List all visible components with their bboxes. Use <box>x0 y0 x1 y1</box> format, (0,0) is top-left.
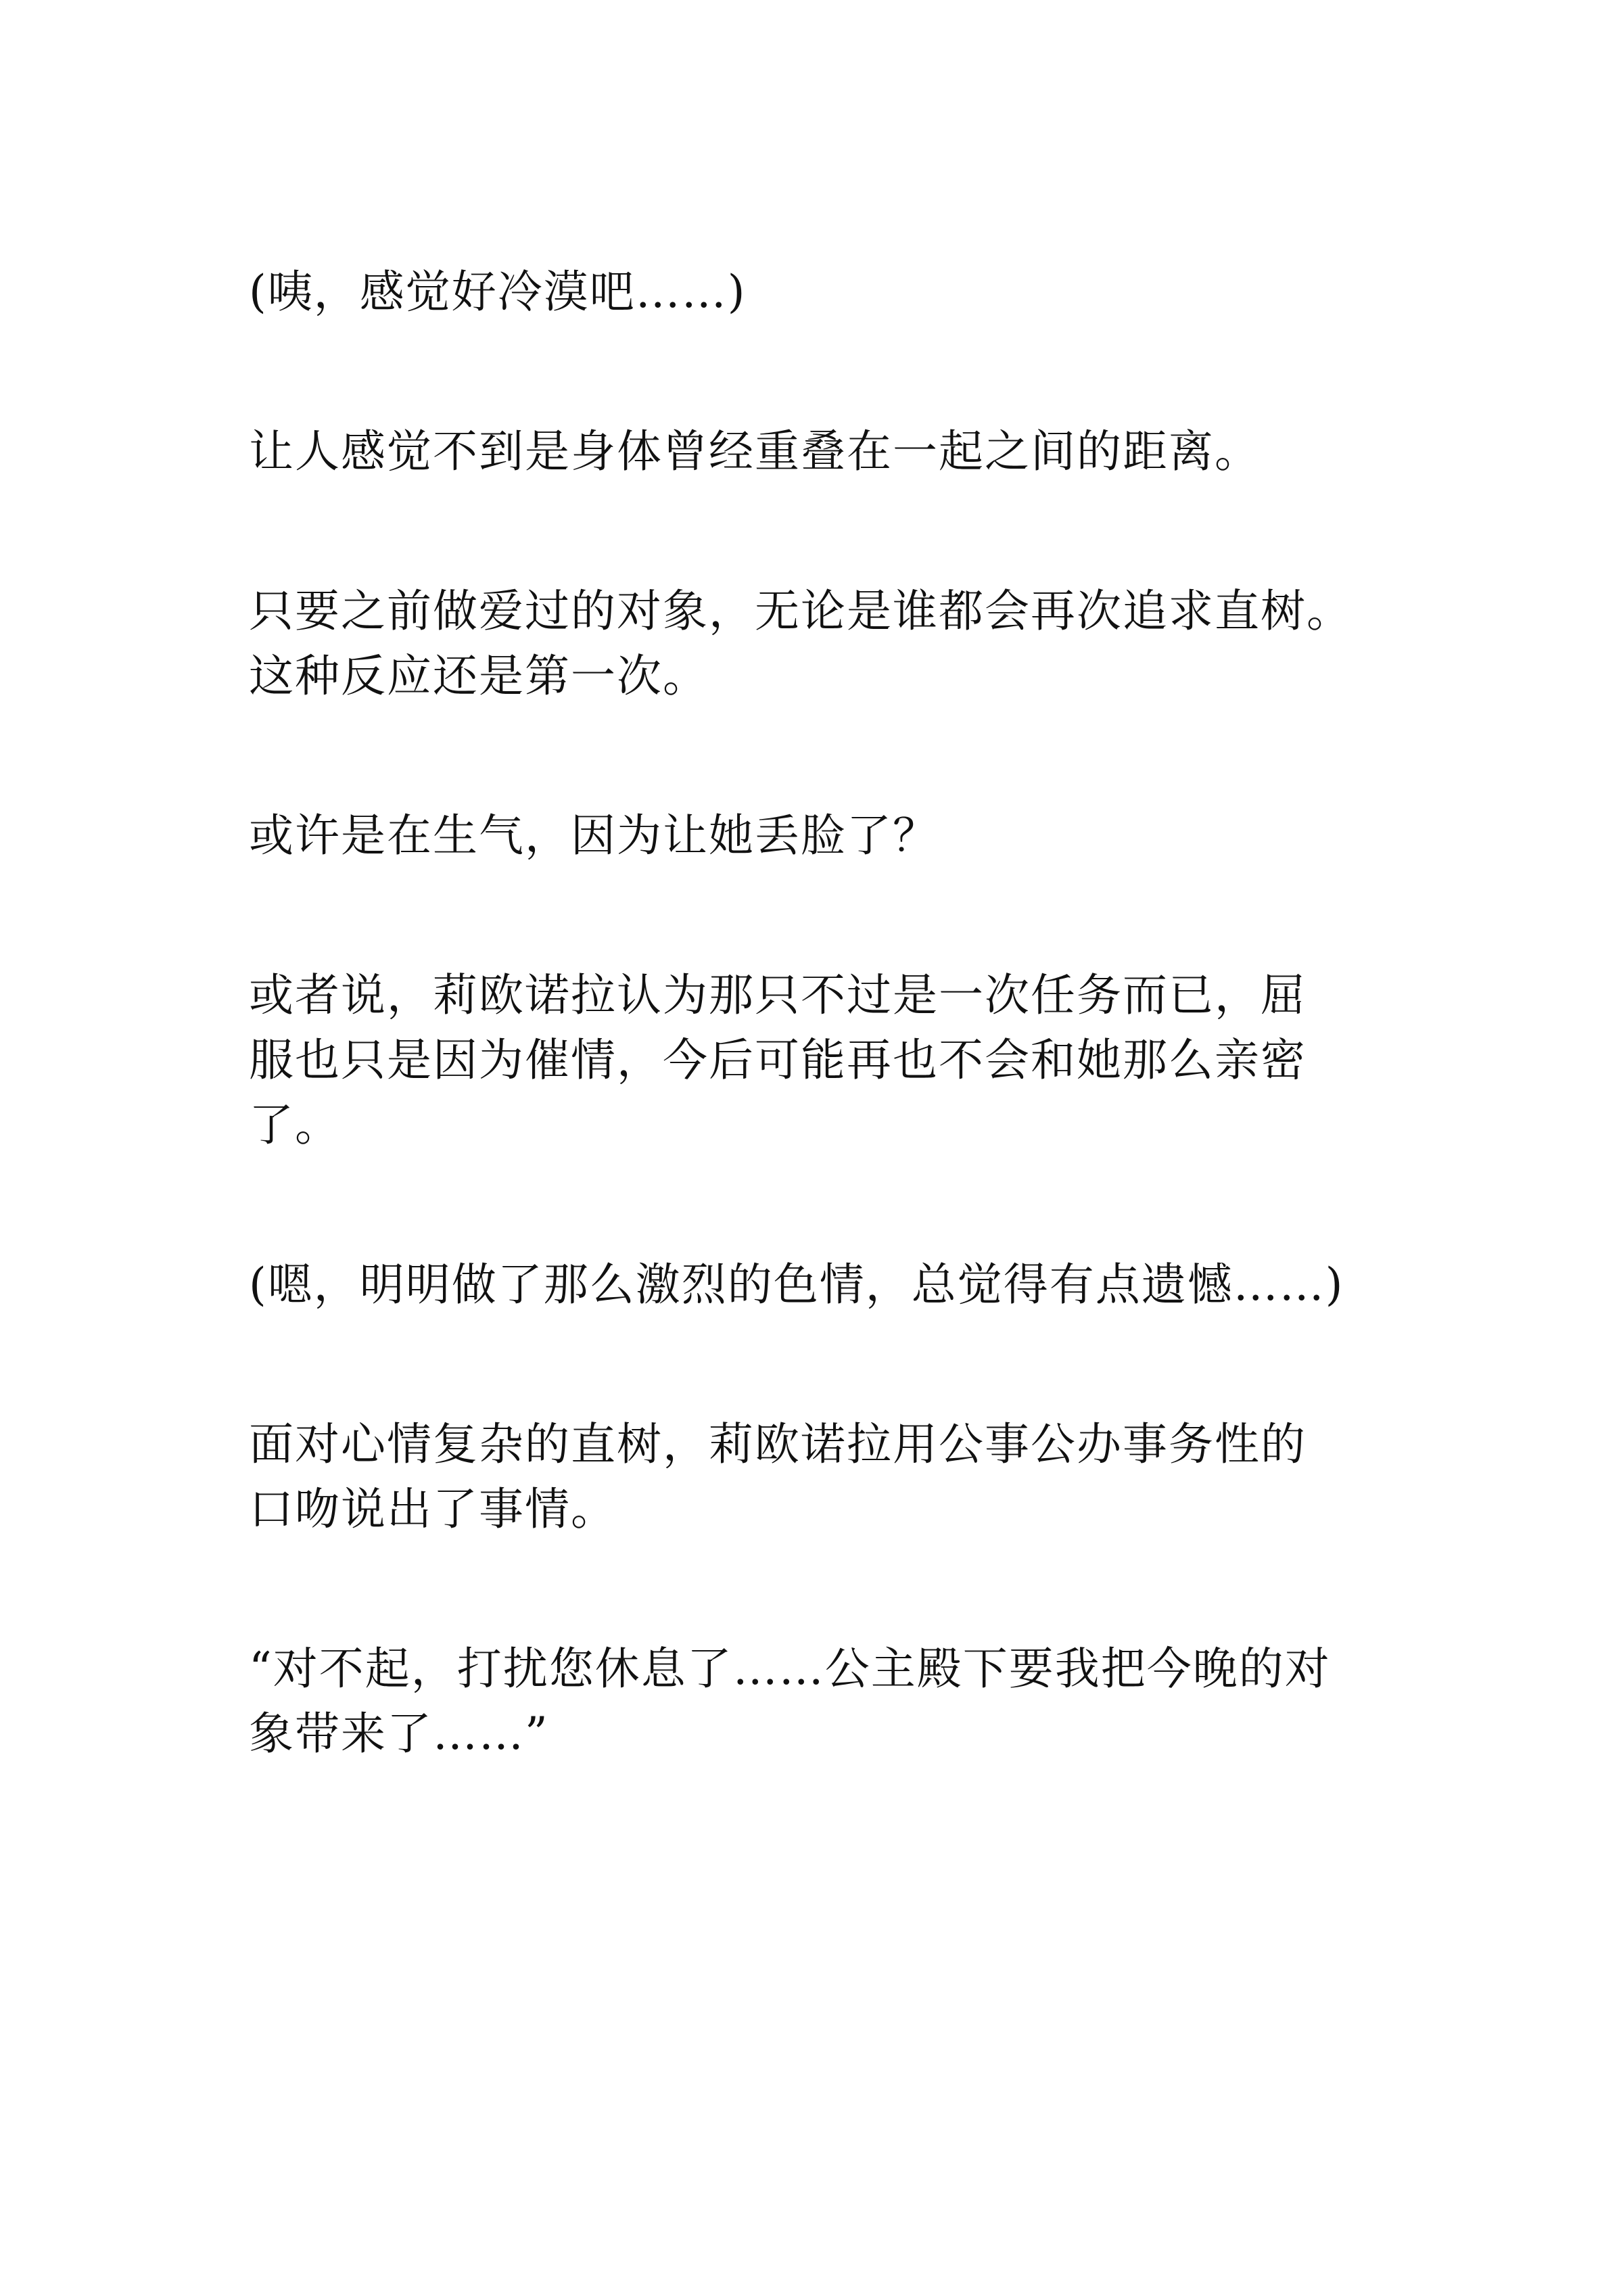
text-line: (咦，感觉好冷漠吧……) <box>249 266 747 318</box>
text-line: 让人感觉不到是身体曾经重叠在一起之间的距离。 <box>249 425 1261 477</box>
text-line: 面对心情复杂的直树，莉欧诺拉用公事公办事务性的 <box>249 1418 1307 1470</box>
text-line: 或者说，莉欧诺拉认为那只不过是一次任务而已，屈 <box>249 969 1307 1021</box>
paragraph-1 <box>249 260 1392 325</box>
paragraph-6 <box>249 1252 1392 1317</box>
text-line: (嗯，明明做了那么激烈的色情，总觉得有点遗憾……) <box>249 1259 1344 1311</box>
paragraph-5 <box>249 963 1392 1158</box>
text-line: 了。 <box>249 1099 341 1151</box>
text-line: 只要之前做爱过的对象，无论是谁都会再次追求直树。 <box>249 585 1352 637</box>
text-line: “对不起，打扰您休息了……公主殿下要我把今晚的对 <box>249 1643 1331 1695</box>
text-line: 或许是在生气，因为让她丢脸了？ <box>249 810 939 862</box>
text-line: 这种反应还是第一次。 <box>249 650 709 702</box>
paragraph-8 <box>249 1637 1392 1766</box>
body-text <box>249 260 1392 1766</box>
paragraph-3 <box>249 579 1392 709</box>
text-line: 口吻说出了事情。 <box>249 1483 617 1535</box>
text-line: 服也只是因为催情，今后可能再也不会和她那么亲密 <box>249 1034 1307 1086</box>
paragraph-2 <box>249 419 1392 484</box>
text-line: 象带来了……” <box>249 1708 549 1760</box>
paragraph-4 <box>249 803 1392 868</box>
paragraph-7 <box>249 1412 1392 1542</box>
